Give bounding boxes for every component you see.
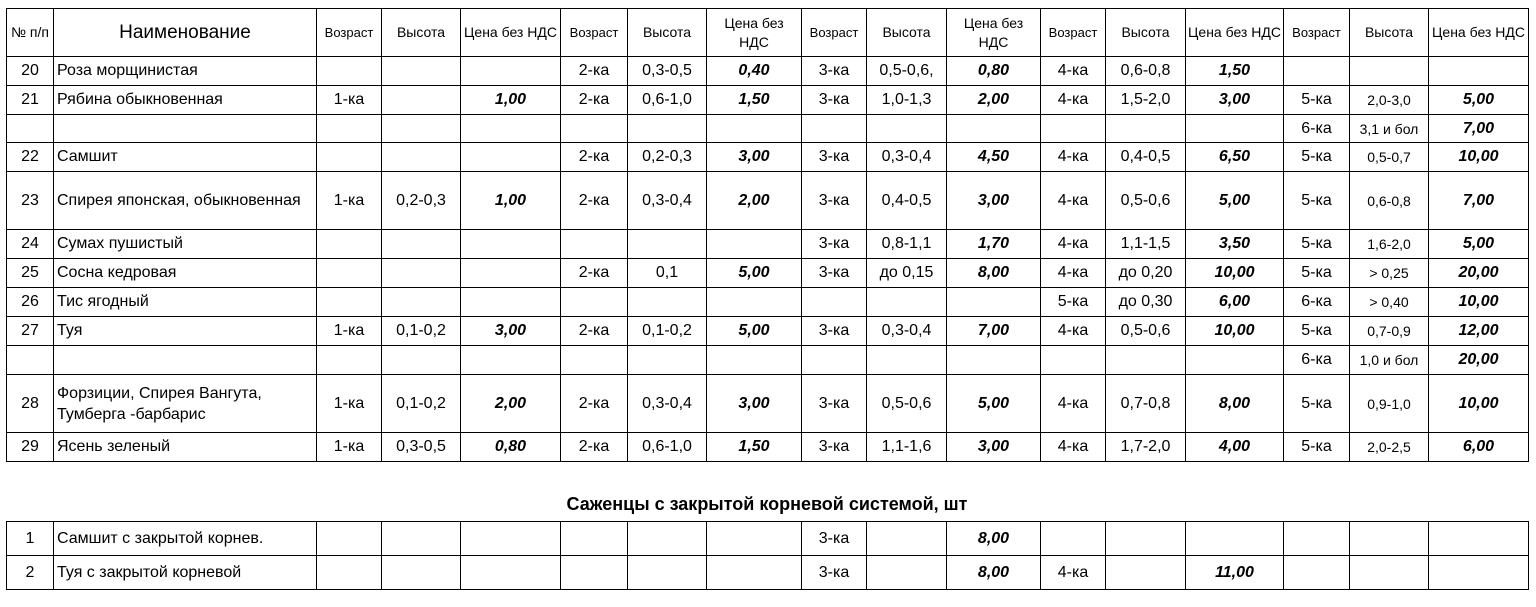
header-price: Цена без НДС — [707, 9, 802, 57]
row-number: 20 — [7, 57, 54, 86]
age-cell: 5-ка — [1284, 143, 1350, 172]
age-cell — [561, 288, 628, 317]
age-cell: 3-ка — [802, 57, 867, 86]
section-title: Саженцы с закрытой корневой системой, шт — [566, 494, 968, 514]
price-cell — [461, 57, 561, 86]
price-cell — [947, 346, 1041, 375]
table-row — [7, 86, 1529, 115]
height-cell — [1106, 346, 1186, 375]
height-cell: 0,2-0,3 — [628, 143, 707, 172]
price-table — [6, 8, 1529, 462]
age-cell: 3-ка — [802, 433, 867, 462]
age-cell — [561, 522, 628, 556]
price-cell — [1186, 115, 1284, 143]
height-cell: 0,1-0,2 — [628, 317, 707, 346]
age-cell: 3-ка — [802, 230, 867, 259]
header-name: Наименование — [54, 9, 317, 57]
header-price: Цена без НДС — [1186, 9, 1284, 57]
price-cell: 2,00 — [947, 86, 1041, 115]
height-cell: 0,5-0,7 — [1350, 143, 1429, 172]
table-row — [7, 172, 1529, 230]
height-cell: 0,1 — [628, 259, 707, 288]
table-row — [7, 259, 1529, 288]
height-cell: 1,7-2,0 — [1106, 433, 1186, 462]
age-cell: 1-ка — [317, 172, 382, 230]
age-cell: 3-ка — [802, 86, 867, 115]
price-cell: 8,00 — [947, 556, 1041, 590]
price-cell — [461, 522, 561, 556]
price-cell — [461, 556, 561, 590]
plant-name: Сосна кедровая — [54, 259, 317, 288]
age-cell: 2-ка — [561, 86, 628, 115]
price-cell: 0,80 — [947, 57, 1041, 86]
price-cell: 7,00 — [1429, 115, 1529, 143]
price-cell: 6,00 — [1429, 433, 1529, 462]
price-cell — [707, 230, 802, 259]
price-cell: 7,00 — [1429, 172, 1529, 230]
header-age: Возраст — [317, 9, 382, 57]
age-cell: 5-ка — [1284, 375, 1350, 433]
header-height: Высота — [867, 9, 947, 57]
row-number: 22 — [7, 143, 54, 172]
plant-name: Роза морщинистая — [54, 57, 317, 86]
height-cell: 1,1-1,5 — [1106, 230, 1186, 259]
height-cell — [628, 230, 707, 259]
height-cell — [867, 115, 947, 143]
price-cell: 10,00 — [1186, 317, 1284, 346]
price-cell: 10,00 — [1429, 375, 1529, 433]
height-cell: 1,5-2,0 — [1106, 86, 1186, 115]
age-cell: 3-ка — [802, 259, 867, 288]
header-age: Возраст — [1284, 9, 1350, 57]
price-cell: 8,00 — [947, 522, 1041, 556]
table-row — [7, 143, 1529, 172]
age-cell: 1-ка — [317, 86, 382, 115]
row-number: 25 — [7, 259, 54, 288]
height-cell: 0,7-0,9 — [1350, 317, 1429, 346]
price-cell: 10,00 — [1429, 288, 1529, 317]
height-cell — [382, 259, 461, 288]
price-cell: 5,00 — [947, 375, 1041, 433]
row-number — [7, 346, 54, 375]
age-cell — [1041, 346, 1106, 375]
table-row — [7, 317, 1529, 346]
price-cell: 8,00 — [947, 259, 1041, 288]
plant-name: Самшит — [54, 143, 317, 172]
height-cell: 0,6-1,0 — [628, 433, 707, 462]
age-cell — [317, 143, 382, 172]
height-cell: 0,5-0,6 — [1106, 172, 1186, 230]
table-header — [7, 9, 1529, 57]
price-cell: 4,00 — [1186, 433, 1284, 462]
age-cell: 3-ка — [802, 317, 867, 346]
height-cell: 0,5-0,6, — [867, 57, 947, 86]
age-cell: 6-ка — [1284, 288, 1350, 317]
price-cell: 1,50 — [1186, 57, 1284, 86]
price-cell: 8,00 — [1186, 375, 1284, 433]
age-cell: 4-ка — [1041, 57, 1106, 86]
row-number: 23 — [7, 172, 54, 230]
price-cell — [461, 143, 561, 172]
age-cell — [561, 346, 628, 375]
table-row — [7, 346, 1529, 375]
age-cell: 4-ка — [1041, 143, 1106, 172]
height-cell — [867, 556, 947, 590]
age-cell — [802, 346, 867, 375]
header-price: Цена без НДС — [1429, 9, 1529, 57]
height-cell — [1350, 57, 1429, 86]
price-cell — [707, 522, 802, 556]
height-cell: 3,1 и бол — [1350, 115, 1429, 143]
age-cell — [317, 288, 382, 317]
header-height: Высота — [628, 9, 707, 57]
age-cell: 6-ка — [1284, 346, 1350, 375]
height-cell: 0,3-0,4 — [867, 143, 947, 172]
height-cell: 1,6-2,0 — [1350, 230, 1429, 259]
price-cell: 1,70 — [947, 230, 1041, 259]
table-row — [7, 556, 1529, 590]
price-cell — [1186, 346, 1284, 375]
height-cell — [382, 288, 461, 317]
height-cell: 2,0-2,5 — [1350, 433, 1429, 462]
height-cell: 0,9-1,0 — [1350, 375, 1429, 433]
age-cell — [1041, 522, 1106, 556]
price-cell: 1,00 — [461, 172, 561, 230]
price-cell: 3,00 — [461, 317, 561, 346]
height-cell: 0,4-0,5 — [867, 172, 947, 230]
header-age: Возраст — [802, 9, 867, 57]
price-cell — [947, 288, 1041, 317]
age-cell: 4-ка — [1041, 172, 1106, 230]
height-cell — [382, 143, 461, 172]
height-cell — [628, 522, 707, 556]
row-number: 26 — [7, 288, 54, 317]
table-row — [7, 230, 1529, 259]
height-cell: 0,6-0,8 — [1350, 172, 1429, 230]
height-cell: 1,0 и бол — [1350, 346, 1429, 375]
header-age: Возраст — [561, 9, 628, 57]
plant-name: Ясень зеленый — [54, 433, 317, 462]
table-row — [7, 288, 1529, 317]
price-cell: 5,00 — [1186, 172, 1284, 230]
height-cell — [628, 346, 707, 375]
height-cell — [628, 556, 707, 590]
price-cell: 0,80 — [461, 433, 561, 462]
price-cell — [707, 346, 802, 375]
age-cell: 4-ка — [1041, 375, 1106, 433]
age-cell: 3-ка — [802, 556, 867, 590]
age-cell: 4-ка — [1041, 259, 1106, 288]
header-height: Высота — [382, 9, 461, 57]
row-number: 1 — [7, 522, 54, 556]
price-cell: 2,00 — [707, 172, 802, 230]
table-row — [7, 115, 1529, 143]
price-cell: 1,50 — [707, 433, 802, 462]
age-cell — [1284, 556, 1350, 590]
plant-name: Туя — [54, 317, 317, 346]
age-cell: 5-ка — [1284, 259, 1350, 288]
header-height: Высота — [1350, 9, 1429, 57]
age-cell — [1041, 115, 1106, 143]
age-cell: 2-ка — [561, 57, 628, 86]
age-cell — [317, 230, 382, 259]
age-cell: 5-ка — [1284, 172, 1350, 230]
height-cell: 2,0-3,0 — [1350, 86, 1429, 115]
age-cell: 2-ка — [561, 317, 628, 346]
height-cell — [382, 86, 461, 115]
plant-name: Сумах пушистый — [54, 230, 317, 259]
price-cell — [461, 288, 561, 317]
age-cell: 5-ка — [1041, 288, 1106, 317]
price-cell — [461, 230, 561, 259]
price-cell: 3,00 — [1186, 86, 1284, 115]
age-cell — [317, 57, 382, 86]
age-cell — [317, 522, 382, 556]
price-cell — [707, 556, 802, 590]
height-cell — [1106, 522, 1186, 556]
price-cell: 5,00 — [1429, 86, 1529, 115]
price-cell: 3,00 — [707, 143, 802, 172]
age-cell — [802, 115, 867, 143]
height-cell: 1,0-1,3 — [867, 86, 947, 115]
plant-name — [54, 115, 317, 143]
height-cell — [1106, 556, 1186, 590]
age-cell: 5-ка — [1284, 317, 1350, 346]
height-cell — [628, 115, 707, 143]
height-cell: до 0,15 — [867, 259, 947, 288]
plant-name: Тис ягодный — [54, 288, 317, 317]
age-cell: 1-ка — [317, 433, 382, 462]
age-cell — [802, 288, 867, 317]
height-cell — [867, 522, 947, 556]
height-cell: 0,2-0,3 — [382, 172, 461, 230]
height-cell — [867, 346, 947, 375]
price-cell — [707, 115, 802, 143]
age-cell: 5-ка — [1284, 230, 1350, 259]
row-number: 24 — [7, 230, 54, 259]
age-cell — [317, 259, 382, 288]
closed-table-body — [7, 522, 1529, 590]
age-cell — [561, 556, 628, 590]
height-cell — [1106, 115, 1186, 143]
price-cell — [707, 288, 802, 317]
age-cell — [317, 556, 382, 590]
table-body — [7, 57, 1529, 462]
height-cell — [628, 288, 707, 317]
price-cell — [1429, 522, 1529, 556]
price-cell: 1,00 — [461, 86, 561, 115]
age-cell: 4-ка — [1041, 86, 1106, 115]
age-cell: 1-ка — [317, 317, 382, 346]
price-cell: 10,00 — [1186, 259, 1284, 288]
table-row — [7, 375, 1529, 433]
row-number — [7, 115, 54, 143]
closed-root-table — [6, 521, 1529, 590]
height-cell: 0,8-1,1 — [867, 230, 947, 259]
price-cell — [1429, 556, 1529, 590]
height-cell: 0,5-0,6 — [867, 375, 947, 433]
price-cell — [461, 346, 561, 375]
row-number: 27 — [7, 317, 54, 346]
header-age: Возраст — [1041, 9, 1106, 57]
height-cell — [382, 115, 461, 143]
age-cell: 3-ка — [802, 375, 867, 433]
plant-name: Форзиции, Спирея Вангута, Тумберга -барбарис — [54, 375, 317, 433]
height-cell: до 0,30 — [1106, 288, 1186, 317]
price-cell — [1186, 522, 1284, 556]
height-cell: > 0,40 — [1350, 288, 1429, 317]
height-cell — [382, 522, 461, 556]
height-cell: 0,3-0,4 — [867, 317, 947, 346]
age-cell: 4-ка — [1041, 556, 1106, 590]
price-cell: 1,50 — [707, 86, 802, 115]
price-cell: 3,00 — [707, 375, 802, 433]
price-cell — [1429, 57, 1529, 86]
height-cell — [382, 556, 461, 590]
age-cell: 2-ка — [561, 375, 628, 433]
age-cell — [1284, 522, 1350, 556]
age-cell: 5-ка — [1284, 86, 1350, 115]
age-cell: 6-ка — [1284, 115, 1350, 143]
age-cell: 2-ка — [561, 172, 628, 230]
age-cell: 3-ка — [802, 143, 867, 172]
height-cell — [1350, 522, 1429, 556]
price-cell: 10,00 — [1429, 143, 1529, 172]
height-cell: 1,1-1,6 — [867, 433, 947, 462]
price-cell: 2,00 — [461, 375, 561, 433]
plant-name: Рябина обыкновенная — [54, 86, 317, 115]
price-cell: 5,00 — [707, 317, 802, 346]
height-cell: 0,1-0,2 — [382, 375, 461, 433]
price-cell: 5,00 — [707, 259, 802, 288]
plant-name: Спирея японская, обыкновенная — [54, 172, 317, 230]
price-cell: 7,00 — [947, 317, 1041, 346]
plant-name: Туя с закрытой корневой — [54, 556, 317, 590]
age-cell: 3-ка — [802, 172, 867, 230]
height-cell: 0,5-0,6 — [1106, 317, 1186, 346]
age-cell: 4-ка — [1041, 230, 1106, 259]
price-cell: 5,00 — [1429, 230, 1529, 259]
age-cell: 4-ка — [1041, 317, 1106, 346]
age-cell — [561, 230, 628, 259]
height-cell: до 0,20 — [1106, 259, 1186, 288]
price-cell: 20,00 — [1429, 346, 1529, 375]
header-price: Цена без НДС — [947, 9, 1041, 57]
header-price: Цена без НДС — [461, 9, 561, 57]
height-cell: 0,6-0,8 — [1106, 57, 1186, 86]
price-cell: 20,00 — [1429, 259, 1529, 288]
age-cell — [1284, 57, 1350, 86]
age-cell: 5-ка — [1284, 433, 1350, 462]
height-cell — [382, 346, 461, 375]
height-cell: 0,4-0,5 — [1106, 143, 1186, 172]
price-cell: 6,00 — [1186, 288, 1284, 317]
price-cell: 11,00 — [1186, 556, 1284, 590]
row-number: 29 — [7, 433, 54, 462]
age-cell: 2-ка — [561, 259, 628, 288]
age-cell: 2-ка — [561, 433, 628, 462]
height-cell: 0,6-1,0 — [628, 86, 707, 115]
height-cell: 0,3-0,5 — [628, 57, 707, 86]
plant-name: Самшит с закрытой корнев. — [54, 522, 317, 556]
height-cell: > 0,25 — [1350, 259, 1429, 288]
price-cell: 3,00 — [947, 433, 1041, 462]
header-num: № п/п — [7, 9, 54, 57]
price-cell — [461, 259, 561, 288]
price-cell: 3,50 — [1186, 230, 1284, 259]
table-row — [7, 522, 1529, 556]
price-cell: 6,50 — [1186, 143, 1284, 172]
height-cell — [867, 288, 947, 317]
height-cell: 0,3-0,5 — [382, 433, 461, 462]
price-cell — [461, 115, 561, 143]
age-cell: 2-ка — [561, 143, 628, 172]
height-cell — [382, 230, 461, 259]
table-row — [7, 57, 1529, 86]
row-number: 21 — [7, 86, 54, 115]
price-cell: 12,00 — [1429, 317, 1529, 346]
price-cell: 3,00 — [947, 172, 1041, 230]
table-row — [7, 433, 1529, 462]
price-cell — [947, 115, 1041, 143]
header-height: Высота — [1106, 9, 1186, 57]
age-cell — [317, 346, 382, 375]
price-cell: 0,40 — [707, 57, 802, 86]
height-cell: 0,3-0,4 — [628, 375, 707, 433]
height-cell: 0,7-0,8 — [1106, 375, 1186, 433]
height-cell — [1350, 556, 1429, 590]
height-cell — [382, 57, 461, 86]
height-cell: 0,3-0,4 — [628, 172, 707, 230]
age-cell: 4-ка — [1041, 433, 1106, 462]
age-cell — [561, 115, 628, 143]
age-cell: 3-ка — [802, 522, 867, 556]
price-cell: 4,50 — [947, 143, 1041, 172]
age-cell: 1-ка — [317, 375, 382, 433]
row-number: 28 — [7, 375, 54, 433]
height-cell: 0,1-0,2 — [382, 317, 461, 346]
age-cell — [317, 115, 382, 143]
plant-name — [54, 346, 317, 375]
row-number: 2 — [7, 556, 54, 590]
